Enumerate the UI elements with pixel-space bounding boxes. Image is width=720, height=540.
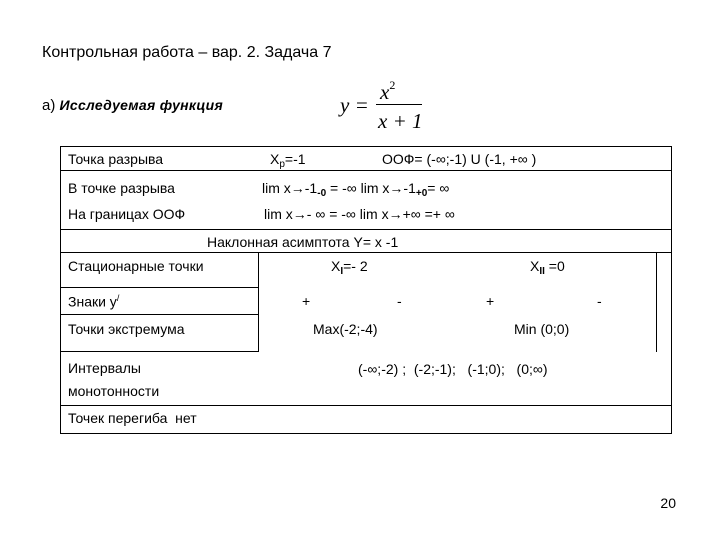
- formula-numerator: [380, 78, 395, 105]
- table-rule: [258, 252, 259, 352]
- stationary-x1-value: =- 2: [343, 258, 368, 274]
- limit-left-sub: -0: [317, 188, 327, 199]
- table-rule: [656, 252, 657, 352]
- stationary-x1-sub: I: [340, 266, 344, 277]
- sign-2: -: [397, 293, 402, 309]
- signs-label: [68, 293, 119, 310]
- page-number: 20: [660, 495, 676, 511]
- sign-1: +: [302, 293, 311, 309]
- section-a-label: Исследуемая функция: [59, 97, 224, 113]
- table-rule: [60, 146, 672, 147]
- formula-numerator-base: x: [380, 80, 390, 104]
- limit-left-prefix: lim x→-1: [262, 180, 318, 196]
- table-rule: [60, 252, 672, 253]
- domain-text: ООФ= (-∞;-1) U (-1, +∞ ): [382, 151, 537, 167]
- table-rule: [60, 287, 258, 288]
- formula-numerator-power: 2: [389, 78, 396, 92]
- table-rule: [60, 351, 258, 352]
- section-a-marker: а): [42, 97, 56, 114]
- table-rule: [60, 433, 672, 434]
- section-a-heading: [42, 97, 223, 114]
- stationary-x2-sub: II: [539, 266, 545, 277]
- limit-left-result: = -∞: [330, 180, 357, 196]
- page-title: Контрольная работа – вар. 2. Задача 7: [42, 44, 332, 61]
- table-rule: [60, 170, 672, 171]
- asymptote-text: Наклонная асимптота Y= x -1: [207, 234, 399, 250]
- formula-lhs: y =: [340, 93, 369, 117]
- monotonic-label-line1: Интервалы: [68, 360, 141, 376]
- discontinuity-label: Точка разрыва: [68, 151, 164, 167]
- stationary-x1-main: X: [331, 258, 341, 274]
- limit-right-prefix: lim x→-1: [360, 180, 416, 196]
- fraction-bar: [376, 104, 422, 105]
- table-rule: [60, 405, 672, 406]
- at-point-limits: [262, 180, 449, 199]
- at-point-label: В точке разрыва: [68, 180, 175, 196]
- signs-label-text: Знаки y: [68, 293, 117, 310]
- extremum-label: Точки экстремума: [68, 321, 185, 337]
- stationary-label: Стационарные точки: [68, 258, 204, 274]
- monotonic-label-line2: монотонности: [68, 383, 160, 399]
- sign-3: +: [486, 293, 495, 309]
- extremum-min: Min (0;0): [514, 321, 570, 337]
- stationary-x2-value: =0: [544, 258, 565, 274]
- stationary-x1: [331, 258, 368, 277]
- table-rule: [60, 146, 61, 434]
- sign-4: -: [597, 293, 602, 309]
- signs-label-prime: /: [116, 293, 120, 303]
- formula-denominator: x + 1: [378, 109, 423, 133]
- monotonic-intervals: (-∞;-2) ; (-2;-1); (-1;0); (0;∞): [358, 361, 548, 377]
- inflection-label: Точек перегиба нет: [68, 410, 197, 426]
- table-rule: [60, 229, 672, 230]
- boundaries-label: На границах ООФ: [68, 206, 186, 222]
- discontinuity-point: [270, 151, 306, 170]
- table-rule: [671, 146, 672, 434]
- boundaries-limits: lim x→- ∞ = -∞ lim x→+∞ =+ ∞: [264, 206, 455, 222]
- table-rule: [60, 314, 258, 315]
- discontinuity-x-sub: p: [279, 159, 285, 170]
- limit-right-sub: +0: [415, 188, 428, 199]
- limit-right-result: = ∞: [427, 180, 450, 196]
- discontinuity-x: X: [270, 151, 280, 167]
- stationary-x2-main: X: [530, 258, 540, 274]
- extremum-max: Max(-2;-4): [313, 321, 378, 337]
- stationary-x2: [530, 258, 565, 277]
- discontinuity-x-value: =-1: [284, 151, 306, 167]
